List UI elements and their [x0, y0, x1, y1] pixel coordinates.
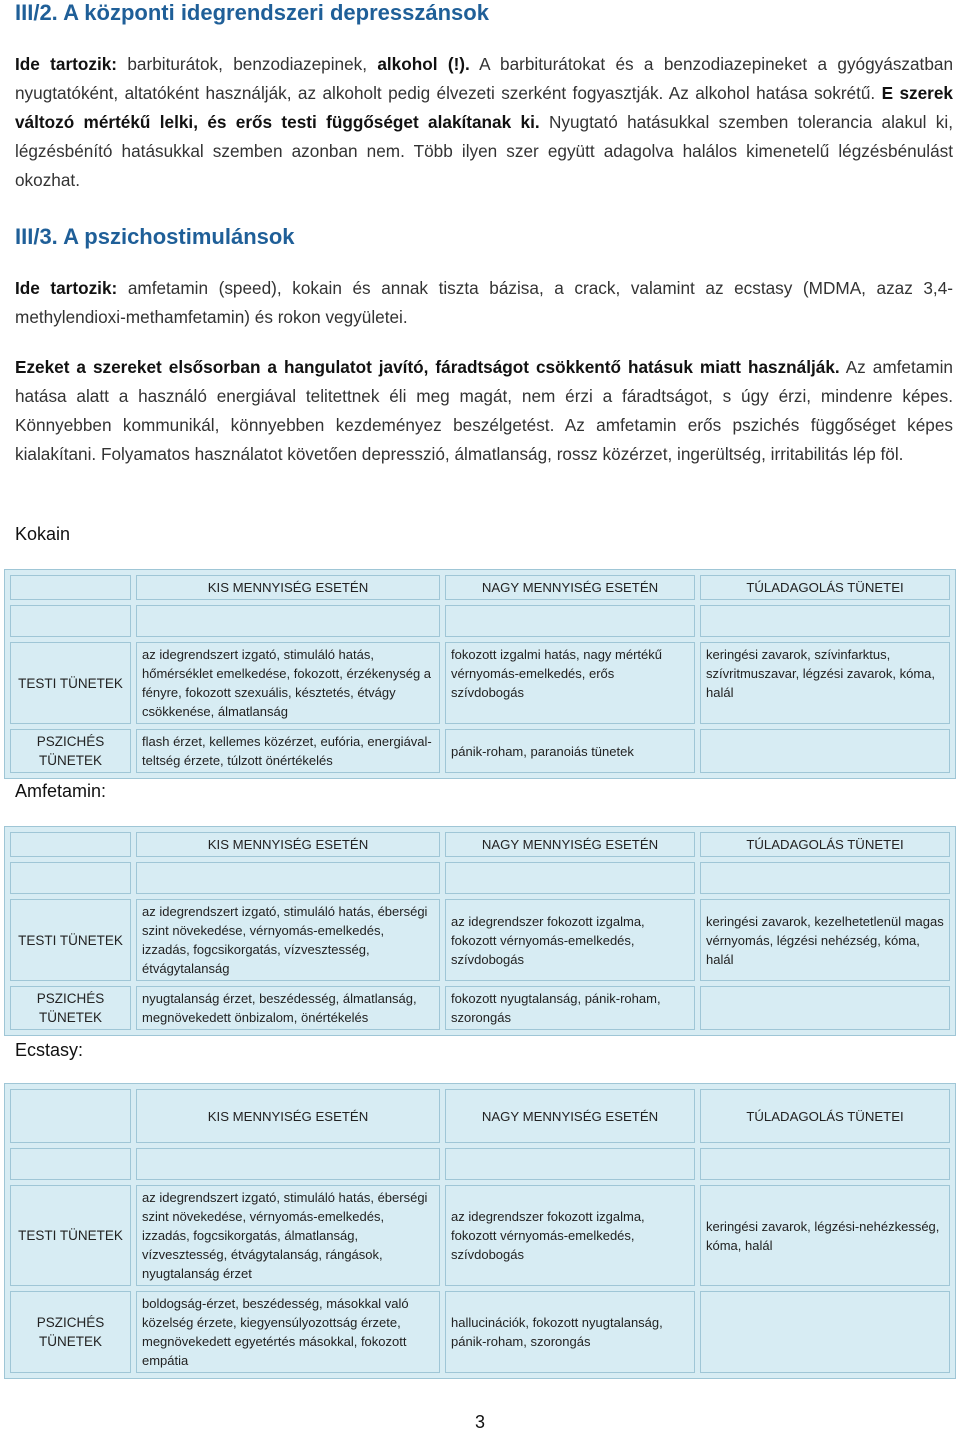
table-cell: az idegrendszer fokozott izgalma, fokozott vérnyomás-emelkedés, szívdobogás: [445, 899, 695, 981]
col-header: TÚLADAGOLÁS TÜNETEI: [700, 1089, 950, 1143]
table-row: [10, 899, 950, 981]
amfetamin-table: [4, 826, 956, 1036]
row-label: PSZICHÉS TÜNETEK: [10, 1291, 131, 1373]
corner-cell: [10, 832, 131, 857]
table-cell: az idegrendszert izgató, stimuláló hatás, éberségi szint növekedése, vérnyomás-emelkedés, izzadás, fogcsikorgatás, vízvesztesség, étvágytalanság: [136, 899, 440, 981]
subheading-kokain: Kokain: [15, 524, 71, 544]
text: A barbiturátokat és a benzodiazepineket a gyógyászatban nyugtatóként, altatóként használják, az alkoholt pedig élvezeti szerként fogyasztják. Az alkohol hatása sokrétű.: [15, 54, 954, 103]
subheading-amfetamin: Amfetamin:: [15, 781, 107, 801]
bold-dependency: E szerek változó mértékű lelki, és erős testi függőséget alakítanak ki.: [15, 83, 953, 132]
spacer-row: [10, 862, 950, 894]
row-label: PSZICHÉS TÜNETEK: [10, 986, 131, 1030]
table-cell: keringési zavarok, légzési-nehézkesség, kóma, halál: [700, 1185, 950, 1286]
col-header: TÚLADAGOLÁS TÜNETEI: [700, 832, 950, 857]
spacer-row: [10, 1148, 950, 1180]
text: barbiturátok, benzodiazepinek,: [117, 54, 378, 74]
table-cell: fokozott nyugtalanság, pánik-roham, szorongás: [445, 986, 695, 1030]
table-row: [10, 729, 950, 773]
col-header: KIS MENNYISÉG ESETÉN: [136, 832, 440, 857]
ecstasy-table: [4, 1083, 956, 1379]
paragraph-depressants: [15, 50, 953, 195]
spacer-row: [10, 605, 950, 637]
table-row: [10, 642, 950, 724]
table-cell: keringési zavarok, szívinfarktus, szívritmuszavar, légzési zavarok, kóma, halál: [700, 642, 950, 724]
row-label: TESTI TÜNETEK: [10, 642, 131, 724]
table-cell: az idegrendszert izgató, stimuláló hatás, éberségi szint növekedése, vérnyomás-emelkedés, izzadás, fogcsikorgatás, álmatlanság, vízvesztesség, étvágytalanság, rángások, nyugtalanság érzet: [136, 1185, 440, 1286]
table-row: [10, 1291, 950, 1373]
col-header: KIS MENNYISÉG ESETÉN: [136, 1089, 440, 1143]
table-cell: nyugtalanság érzet, beszédesség, álmatlanság, megnövekedett önbizalom, önértékelés: [136, 986, 440, 1030]
bold-intro: Ide tartozik:: [15, 54, 118, 74]
table-cell: [700, 729, 950, 773]
col-header: TÚLADAGOLÁS TÜNETEI: [700, 575, 950, 600]
col-header: NAGY MENNYISÉG ESETÉN: [445, 1089, 695, 1143]
corner-cell: [10, 575, 131, 600]
table-row: [10, 986, 950, 1030]
table-header-row: [10, 832, 950, 857]
table-cell: fokozott izgalmi hatás, nagy mértékű vérnyomás-emelkedés, erős szívdobogás: [445, 642, 695, 724]
table-cell: boldogság-érzet, beszédesség, másokkal való közelség érzete, kiegyensúlyozottság érzete, megnövekedett egyetértés másokkal, fokozott empátia: [136, 1291, 440, 1373]
kokain-table: [4, 569, 956, 779]
paragraph-stimulants-list: [15, 274, 953, 332]
table-cell: pánik-roham, paranoiás tünetek: [445, 729, 695, 773]
bold-alcohol: alkohol (!).: [377, 54, 470, 74]
row-label: TESTI TÜNETEK: [10, 899, 131, 981]
table-header-row: [10, 1089, 950, 1143]
text: Nyugtató hatásukkal szemben tolerancia alakul ki, légzésbénító hatásukkal szemben azonban nem. Több ilyen szer együtt adagolva halálos kimenetelű légzésbénulást okozhat.: [15, 112, 953, 190]
paragraph-stimulants-effects: [15, 353, 953, 469]
table-cell: flash érzet, kellemes közérzet, eufória, energiával-teltség érzete, túlzott önértékelés: [136, 729, 440, 773]
subheading-ecstasy: Ecstasy:: [15, 1040, 84, 1060]
table-cell: [700, 986, 950, 1030]
bold-summary: Ezeket a szereket elsősorban a hangulatot javító, fáradtságot csökkentő hatásuk miatt használják.: [15, 357, 840, 377]
table-header-row: [10, 575, 950, 600]
table-cell: [700, 1291, 950, 1373]
table-cell: az idegrendszert izgató, stimuláló hatás, hőmérséklet emelkedése, fokozott, érzékenység a fényre, fokozott szexuális, késztetés, étvágy csökkenése, álmatlanság: [136, 642, 440, 724]
corner-cell: [10, 1089, 131, 1143]
section-heading-depressants: III/2. A központi idegrendszeri depresszánsok: [15, 0, 489, 25]
text: Az amfetamin hatása alatt a használó energiával telitettnek éli meg magát, nem érzi a fáradtságot, s úgy érzi, mindenre képes. Könnyebben kommunikál, könnyebben kezdeményez beszélgetést. Az amfetamin erős pszichés függőséget képes kialakítani. Folyamatos használatot követően depresszió, álmatlanság, rossz közérzet, ingerültség, irritabilitás lép föl.: [15, 357, 953, 464]
bold-intro: Ide tartozik:: [15, 278, 118, 298]
row-label: PSZICHÉS TÜNETEK: [10, 729, 131, 773]
col-header: KIS MENNYISÉG ESETÉN: [136, 575, 440, 600]
text: amfetamin (speed), kokain és annak tiszta bázisa, a crack, valamint az ecstasy (MDMA, azaz 3,4-methylendioxi-methamfetamin) és rokon vegyületei.: [15, 278, 953, 327]
table-row: [10, 1185, 950, 1286]
table-cell: keringési zavarok, kezelhetetlenül magas vérnyomás, légzési nehézség, kóma, halál: [700, 899, 950, 981]
section-heading-stimulants: III/3. A pszichostimulánsok: [15, 224, 295, 249]
row-label: TESTI TÜNETEK: [10, 1185, 131, 1286]
table-cell: hallucinációk, fokozott nyugtalanság, pánik-roham, szorongás: [445, 1291, 695, 1373]
col-header: NAGY MENNYISÉG ESETÉN: [445, 832, 695, 857]
page-number: 3: [474, 1412, 485, 1432]
col-header: NAGY MENNYISÉG ESETÉN: [445, 575, 695, 600]
table-cell: az idegrendszer fokozott izgalma, fokozott vérnyomás-emelkedés, szívdobogás: [445, 1185, 695, 1286]
